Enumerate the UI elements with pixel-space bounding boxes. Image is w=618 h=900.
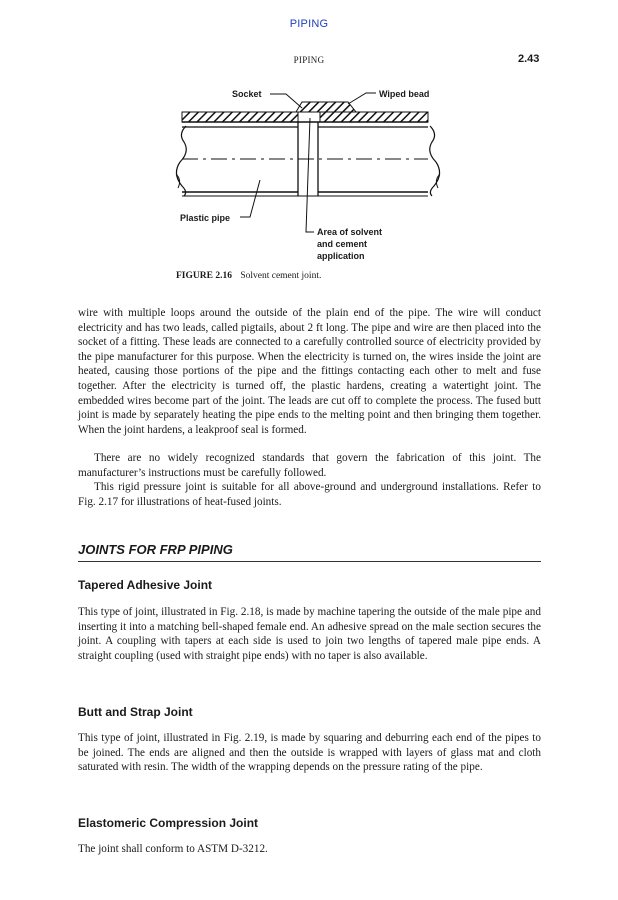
page-number: 2.43 <box>518 53 540 65</box>
socket-label: Socket <box>232 89 262 99</box>
area-label-line3: application <box>317 251 365 261</box>
figure-caption-text: Solvent cement joint. <box>240 271 322 281</box>
socket-wall-left <box>182 112 298 122</box>
figure-number: FIGURE 2.16 <box>176 271 232 281</box>
running-head: PIPING <box>293 55 325 65</box>
body-paragraph-1: wire with multiple loops around the outside of the plain end of the pipe. The wire will conduct electricity and has two leads, called pigtails, about 2 ft long. The pipe and wire are then placed into the socket of a fitting. These leads are connected to a carefully controlled source of electricity provided by the pipe manufacturer for this purpose. When the electricity is turned on, the wires inside the joint are heated, causing those portions of the pipe and the fittings contacting each other to melt and fuse together. After the electricity is turned off, the plastic hardens, creating a watertight joint. The embedded wires become part of the joint. The leads are cut off to complete the process. The fused butt joint is made by separately heating the pipe ends to the melting point and then bringing them together. When the joint hardens, a leakproof seal is formed. <box>78 307 541 436</box>
area-label-line1: Area of solvent <box>317 227 383 237</box>
plastic-pipe-label: Plastic pipe <box>180 213 231 223</box>
wiped-bead-label: Wiped bead <box>379 89 430 99</box>
wiped-bead <box>296 102 356 112</box>
subheading-elastomeric: Elastomeric Compression Joint <box>78 816 259 830</box>
top-label: PIPING <box>289 18 329 30</box>
body-paragraph-3: This rigid pressure joint is suitable for all above-ground and underground installations. Refer to Fig. 2.17 for illustrations of heat-fused joints. <box>78 481 541 508</box>
paragraph-elastomeric: The joint shall conform to ASTM D-3212. <box>78 843 268 855</box>
paragraph-tapered-adhesive: This type of joint, illustrated in Fig. 2.18, is made by machine tapering the outside of the male pipe and inserting it into a matching bell-shaped female end. An adhesive spread on the male section secures the joint. A coupling with tapers at each side is used to join two lengths of tapered male pipe ends. A straight coupling (used with straight pipe ends) with no taper is also available. <box>78 606 541 662</box>
paragraph-butt-strap: This type of joint, illustrated in Fig. 2.19, is made by squaring and deburring each end of the pipes to be joined. The ends are aligned and then the outside is wrapped with layers of glass mat and cloth saturated with resin. The width of the wrapping depends on the pressure rating of the pipe. <box>78 732 541 774</box>
socket-wall-right <box>320 112 428 122</box>
subheading-tapered-adhesive: Tapered Adhesive Joint <box>78 578 213 592</box>
figure-caption <box>176 271 321 281</box>
solvent-cement-joint-figure <box>168 82 448 267</box>
subheading-butt-strap: Butt and Strap Joint <box>78 705 193 719</box>
section-heading: JOINTS FOR FRP PIPING <box>78 542 541 562</box>
area-label-line2: and cement <box>317 239 368 249</box>
body-paragraph-2: There are no widely recognized standards that govern the fabrication of this joint. The manufacturer’s instructions must be carefully followed. <box>78 452 541 479</box>
